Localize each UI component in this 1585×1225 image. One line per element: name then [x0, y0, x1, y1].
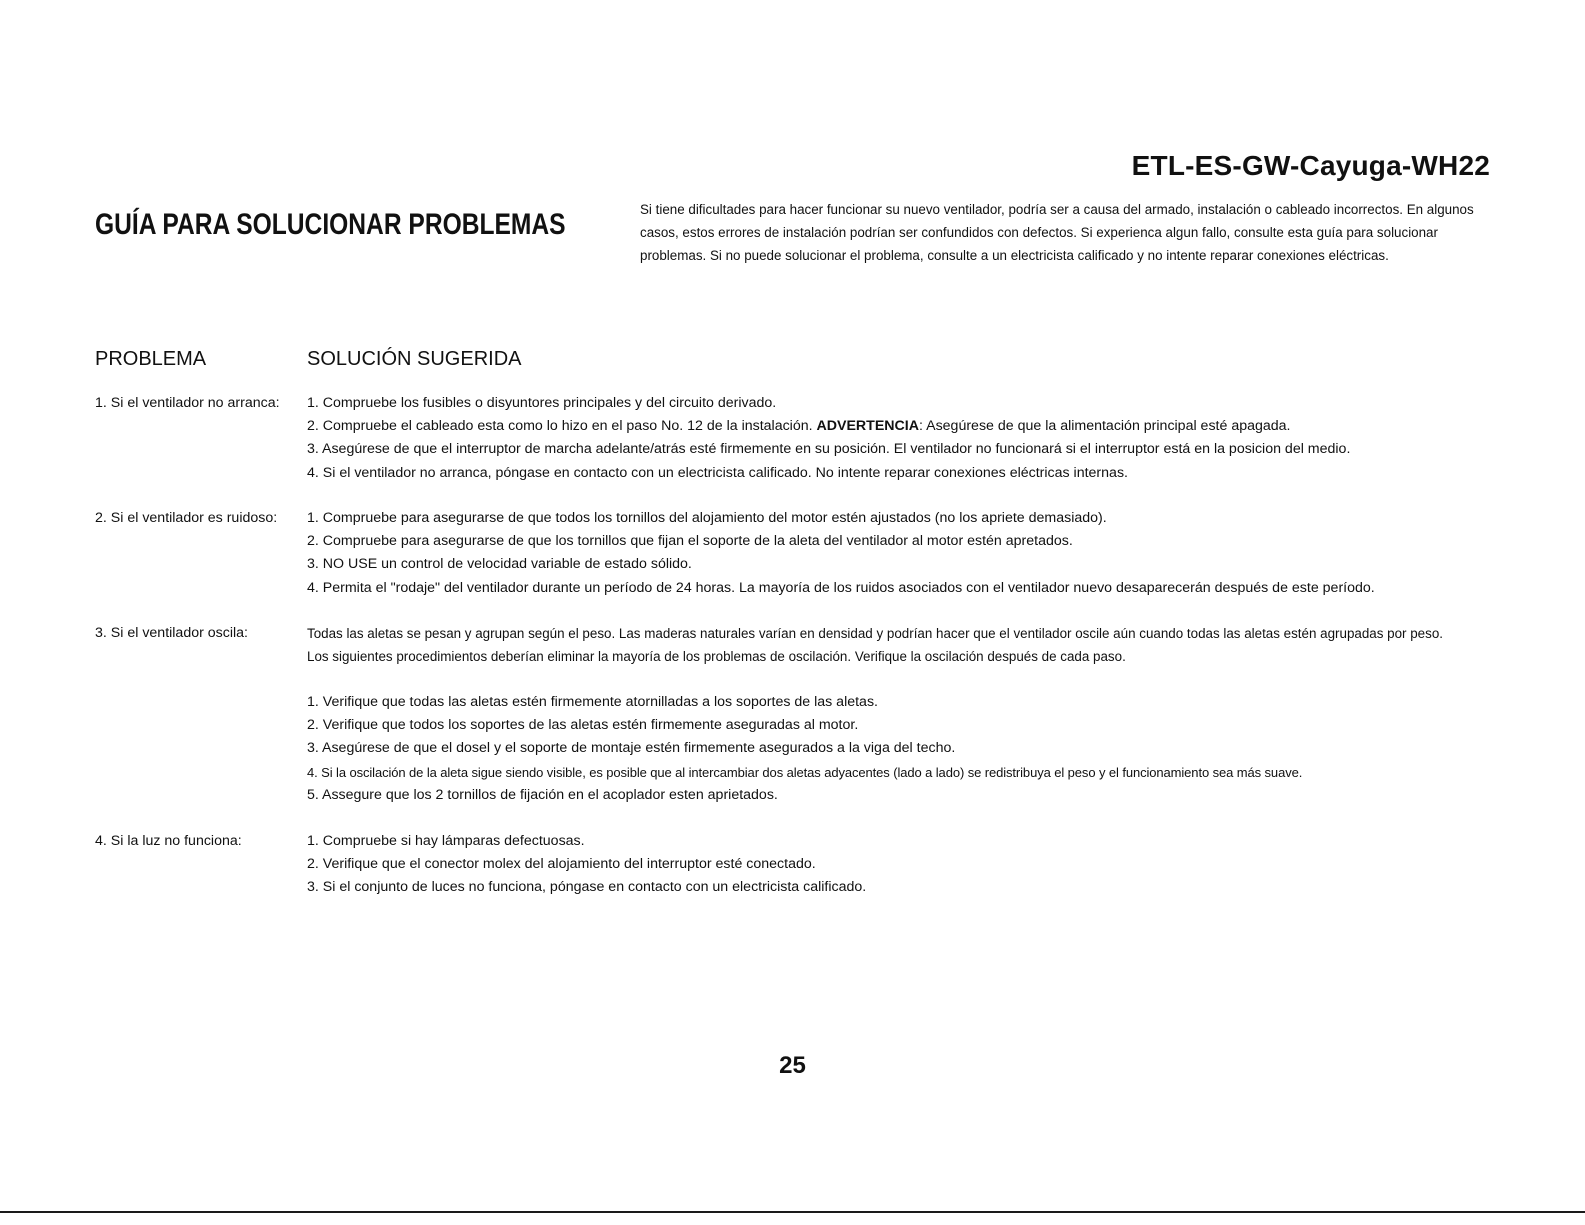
table-header — [95, 348, 1495, 378]
solution-list — [307, 691, 1487, 807]
solution-text: 2. Compruebe el cableado esta como lo hizo en el paso No. 12 de la instalación. — [307, 418, 813, 435]
solution-list — [307, 392, 1487, 485]
solution-item: 2. Verifique que todos los soportes de las aletas estén firmemente aseguradas al motor. — [307, 717, 859, 734]
solution-item: 3. Si el conjunto de luces no funciona, póngase en contacto con un electricista calificado. — [307, 879, 867, 896]
solution-item: 4. Permita el "rodaje" del ventilador durante un período de 24 horas. La mayoría de los ruidos asociados con el ventilador nuevo desaparecerán después de este período. — [307, 579, 1375, 596]
problem-label: 2. Si el ventilador es ruidoso: — [95, 510, 278, 526]
solution-list — [307, 830, 1487, 900]
warning-label: ADVERTENCIA — [816, 418, 919, 435]
solution-item: 4. Si el ventilador no arranca, póngase en contacto con un electricista calificado. No intente reparar conexiones eléctricas internas. — [307, 464, 1128, 481]
bottom-rule — [0, 1211, 1585, 1213]
solution-item: 3. Asegúrese de que el interruptor de marcha adelante/atrás esté firmemente en su posición. El ventilador no funcionará si el interruptor está en la posicion del medio. — [307, 441, 1351, 458]
solution-column-header: SOLUCIÓN SUGERIDA — [307, 348, 522, 370]
solution-item: 5. Assegure que los 2 tornillos de fijación en el acoplador esten aprietados. — [307, 786, 778, 803]
oscillation-intro: Todas las aletas se pesan y agrupan según el peso. Las maderas naturales varían en densidad y podrían hacer que el ventilador oscile aún cuando todas las aletas estén agrupadas por peso. Los siguientes procedimientos deberían eliminar la mayoría de los problemas de oscilación. Verifique la oscilación después de cada paso. — [307, 626, 1443, 665]
solution-item: 3. NO USE un control de velocidad variable de estado sólido. — [307, 556, 692, 573]
model-code: ETL-ES-GW-Cayuga-WH22 — [1131, 150, 1490, 181]
solution-item — [307, 415, 1487, 438]
solution-item: 1. Compruebe los fusibles o disyuntores principales y del circuito derivado. — [307, 395, 777, 411]
solution-item: 3. Asegúrese de que el dosel y el soporte de montaje estén firmemente asegurados a la viga del techo. — [307, 740, 956, 757]
solution-list — [307, 507, 1487, 600]
solution-item: 1. Verifique que todas las aletas estén firmemente atornilladas a los soportes de las aletas. — [307, 694, 878, 710]
page-title: GUÍA PARA SOLUCIONAR PROBLEMAS — [95, 208, 566, 241]
solution-item: 2. Verifique que el conector molex del alojamiento del interruptor esté conectado. — [307, 856, 816, 873]
intro-paragraph: Si tiene dificultades para hacer funcionar su nuevo ventilador, podría ser a causa del armado, instalación o cableado incorrectos. En algunos casos, estos errores de instalación podrían ser confundidos con defectos. Si experienca algun fallo, consulte esta guía para solucionar problemas. Si no puede solucionar el problema, consulte a un electricista calificado y no intente reparar conexiones eléctricas. — [640, 202, 1474, 263]
solution-item: 4. Si la oscilación de la aleta sigue siendo visible, es posible que al intercambiar dos aletas adyacentes (lado a lado) se redistribuya el peso y el funcionamiento sea más suave. — [307, 764, 1303, 780]
solution-item: 1. Compruebe si hay lámparas defectuosas. — [307, 833, 585, 849]
warning-text: : Asegúrese de que la alimentación principal esté apagada. — [919, 418, 1291, 435]
problem-column-header: PROBLEMA — [95, 348, 207, 370]
problem-label: 4. Si la luz no funciona: — [95, 833, 242, 849]
solution-item: 2. Compruebe para asegurarse de que los tornillos que fijan el soporte de la aleta del ventilador al motor estén apretados. — [307, 533, 1073, 550]
page-number: 25 — [779, 1052, 806, 1079]
problem-label: 3. Si el ventilador oscila: — [95, 625, 248, 641]
problem-label: 1. Si el ventilador no arranca: — [95, 395, 280, 411]
solution-item: 1. Compruebe para asegurarse de que todos los tornillos del alojamiento del motor estén ajustados (no los apriete demasiado). — [307, 510, 1107, 526]
